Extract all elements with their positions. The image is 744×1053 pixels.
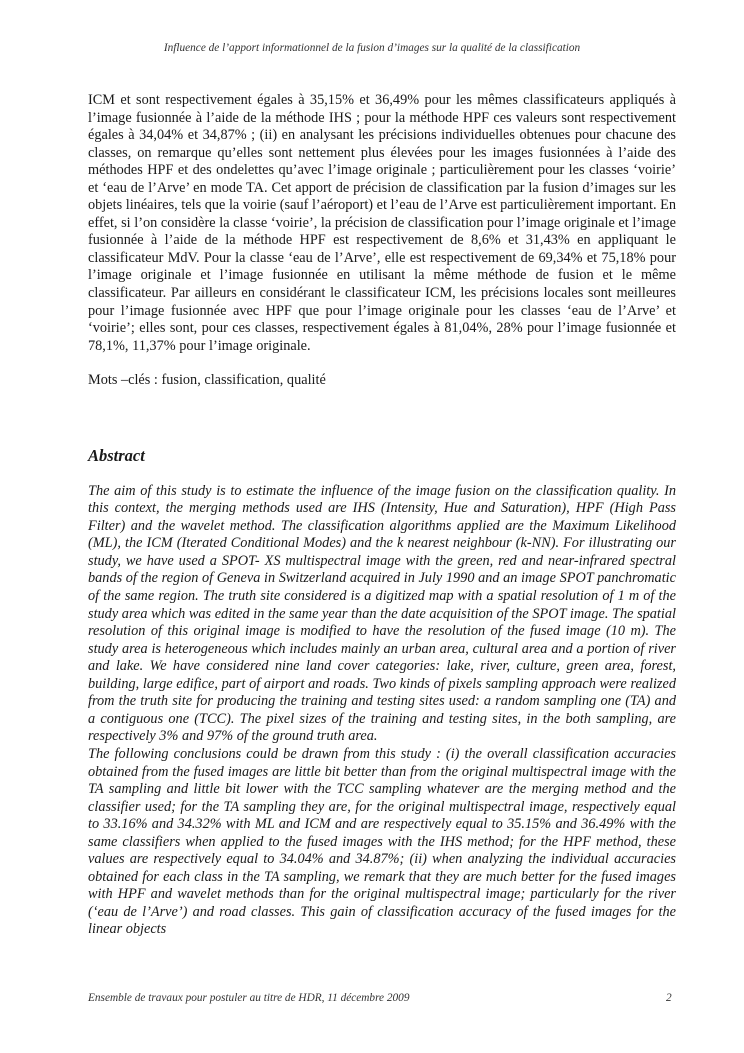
running-header: Influence de l’apport informationnel de la fusion d’images sur la qualité de la classification (163, 42, 581, 54)
abstract-paragraph-2: The following conclusions could be drawn from this study : (i) the overall classification accuracies obtained from the fused images are little bit better than from the original multispectral image with the TA sampling and little bit lower with the TCC sampling whatever are the merging method and the classifier used; for the TA sampling they are, for the original multispectral image, respectively equal to 33.16% and 34.32% with ML and ICM and are respectively equal to 35.15% and 36.49% with the same classifiers when applied to the fused images with the IHS method; for the HPF method, these values are respectively equal to 34.04% and 34.87%; (ii) when analyzing the individual accuracies obtained for each class in the TA sampling, we remark that they are much better for the fused images with HPF and wavelet methods than for the original multispectral image; particularly for the river (‘eau de l’Arve’) and road classes. This gain of classification accuracy of the fused images for the linear objects (88, 745, 676, 938)
page-number: 2 (666, 992, 672, 1004)
abstract-paragraph-1: The aim of this study is to estimate the influence of the image fusion on the classification quality. In this context, the merging methods used are IHS (Intensity, Hue and Saturation), HPF (High Pass Filter) and the wavelet method. The classification algorithms applied are the Maximum Likelihood (ML), the ICM (Iterated Conditional Modes) and the k nearest neighbour (k-NN). For illustrating our study, we have used a SPOT- XS multispectral image with the green, red and near-infrared spectral bands of the region of Geneva in Switzerland acquired in July 1990 and an image SPOT panchromatic of the same region. The truth site considered is a digitized map with a spatial resolution of 1 m of the study area which was edited in the same year than the date acquisition of the SPOT image. The spatial resolution of this original image is modified to have the resolution of the fused image (10 m). The study area is heterogeneous which includes mainly an urban area, cultural area and a portion of river and lake. We have considered nine land cover categories: lake, river, culture, green area, forest, building, large edifice, part of airport and roads. Two kinds of pixels sampling approach were realized from the truth site for producing the training and testing sites used: a random sampling one (TA) and a contiguous one (TCC). The pixel sizes of the training and testing sites, in the both sampling, are respectively 3% and 97% of the ground truth area. (88, 482, 676, 745)
keywords-line: Mots –clés : fusion, classification, qualité (88, 372, 326, 389)
abstract-heading: Abstract (88, 445, 145, 465)
resume-paragraph: ICM et sont respectivement égales à 35,15% et 36,49% pour les mêmes classificateurs appliqués à l’image fusionnée à l’aide de la méthode IHS ; pour la méthode HPF ces valeurs sont respectivement égales à 34,04% et 34,87% ; (ii) en analysant les précisions individuelles obtenues pour chacune des classes, on remarque qu’elles sont nettement plus élevées pour les images fusionnées à l’aide des méthodes HPF et des ondelettes qu’avec l’image originale ; particulièrement pour les classes ‘voirie’ et ‘eau de l’Arve’ en mode TA. Cet apport de précision de classification par la fusion d’images sur les objets linéaires, tels que la voirie (sauf l’aéroport) et l’eau de l’Arve est particulièrement important. En effet, si l’on considère la classe ‘voirie’, la précision de classification pour l’image originale et l’image fusionnée à l’aide de la méthode HPF est respectivement de 8,6% et 31,43% en appliquant le classificateur MdV. Pour la classe ‘eau de l’Arve’, elle est respectivement de 69,34% et 75,18% pour l’image originale et l’image fusionnée en utilisant la même méthode de fusion et le même classificateur. Par ailleurs en considérant le classificateur ICM, les précisions locales sont meilleures pour l’image fusionnée avec HPF que pour l’image originale pour les classes ‘eau de l’Arve’ et ‘voirie’; elles sont, pour ces classes, respectivement égales à 81,04%, 28% pour l’image fusionnée et 78,1%, 11,37% pour l’image originale. (88, 92, 676, 354)
page-content (88, 92, 676, 939)
footer-text: Ensemble de travaux pour postuler au titre de HDR, 11 décembre 2009 (88, 992, 410, 1004)
